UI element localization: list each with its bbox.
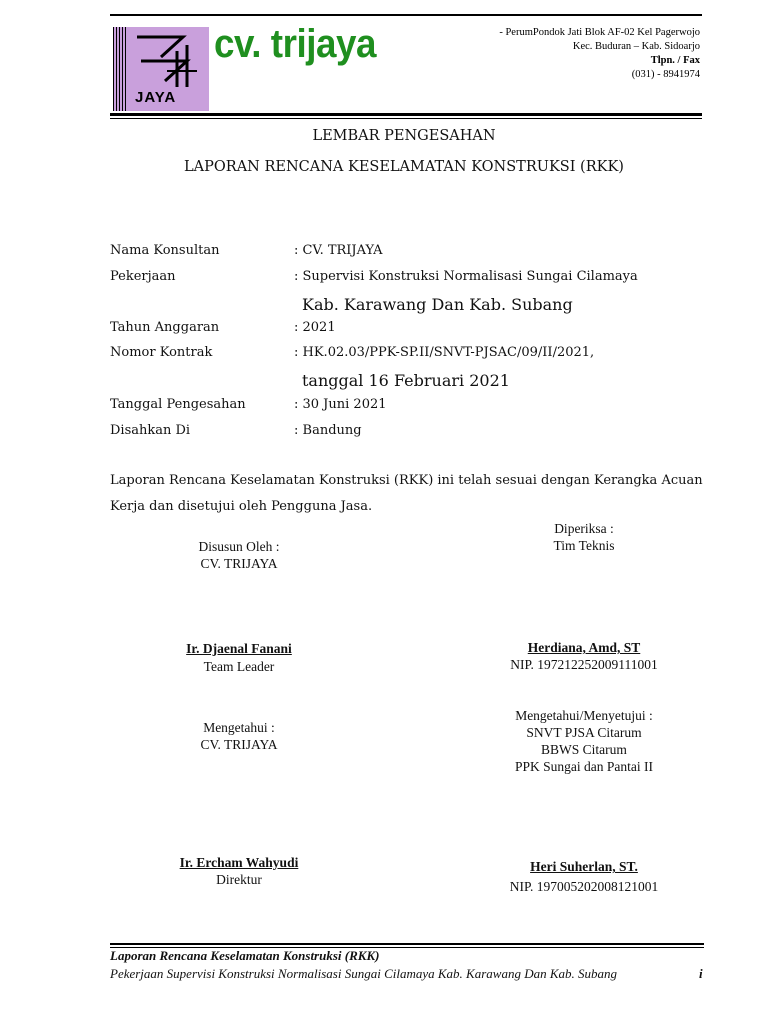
pekerjaan-value-continued: Kab. Karawang Dan Kab. Subang [302,295,573,314]
approved-org-1: SNVT PJSA Citarum [526,725,642,740]
address-line-2: Kec. Buduran – Kab. Sidoarjo [572,41,700,52]
approved-signatory-nip: NIP. 197005202008121001 [509,879,659,894]
nomor-kontrak-date: tanggal 16 Februari 2021 [302,371,510,390]
prepared-org: CV. TRIJAYA [200,556,278,571]
checked-signatory-nip: NIP. 197212252009111001 [510,657,658,672]
approved-org-2: BBWS Citarum [541,742,627,757]
nomor-kontrak-value: : HK.02.03/PPK-SP.II/SNVT-PJSAC/09/II/2021, [294,345,595,360]
header-top-rule [110,14,702,16]
prepared-label: Disusun Oleh : [198,539,280,554]
checked-label: Diperiksa : [554,521,614,536]
header-bottom-rule [110,113,702,116]
pekerjaan-value: : Supervisi Konstruksi Normalisasi Sungai Cilamaya [294,269,638,284]
logo-mark-icon [131,31,207,91]
prepared-signatory-name: Ir. Djaenal Fanani [186,641,292,656]
logo-stripes [113,27,127,111]
approved-label: Mengetahui/Menyetujui : [515,708,653,723]
known-label: Mengetahui : [203,720,275,735]
checked-org: Tim Teknis [553,538,615,553]
footer-rule [110,943,704,945]
footer-subtitle: Pekerjaan Supervisi Konstruksi Normalisasi Sungai Cilamaya Kab. Karawang Dan Kab. Subang [110,966,618,981]
tahun-anggaran-label: Tahun Anggaran [110,320,220,335]
disahkan-di-value: : Bandung [294,423,362,438]
footer-title: Laporan Rencana Keselamatan Konstruksi (RKK) [110,948,380,963]
page-subtitle: LAPORAN RENCANA KESELAMATAN KONSTRUKSI (RKK) [184,159,624,175]
prepared-signatory-role: Team Leader [203,659,275,674]
approved-signatory-name: Heri Suherlan, ST. [530,859,638,874]
statement-paragraph: Laporan Rencana Keselamatan Konstruksi (RKK) ini telah sesuai dengan Kerangka Acuan Kerja dan disetujui oleh Pengguna Jasa. [110,473,703,514]
address-line-1: - PerumPondok Jati Blok AF-02 Kel Pagerwojo [499,27,700,38]
pekerjaan-label: Pekerjaan [110,269,176,284]
company-logo [113,27,209,111]
known-org: CV. TRIJAYA [200,737,278,752]
disahkan-di-label: Disahkan Di [110,423,191,438]
phone-number: (031) - 8941974 [631,69,700,80]
tahun-anggaran-value: : 2021 [294,320,336,335]
page-title: LEMBAR PENGESAHAN [312,128,496,144]
logo-text: JAYA [135,89,177,106]
nama-konsultan-label: Nama Konsultan [110,243,220,258]
tanggal-pengesahan-label: Tanggal Pengesahan [110,397,246,412]
known-signatory-role: Direktur [216,872,262,887]
tanggal-pengesahan-value: : 30 Juni 2021 [294,397,387,412]
checked-signatory-name: Herdiana, Amd, ST [527,640,641,655]
company-name: cv. trijaya [214,22,377,66]
known-signatory-name: Ir. Ercham Wahyudi [179,855,299,870]
approved-org-3: PPK Sungai dan Pantai II [515,759,653,774]
nama-konsultan-value: : CV. TRIJAYA [294,243,383,258]
nomor-kontrak-label: Nomor Kontrak [110,345,213,360]
header-bottom-rule-thin [110,118,702,119]
phone-label: Tlpn. / Fax [650,55,700,66]
page-number: i [699,966,703,981]
